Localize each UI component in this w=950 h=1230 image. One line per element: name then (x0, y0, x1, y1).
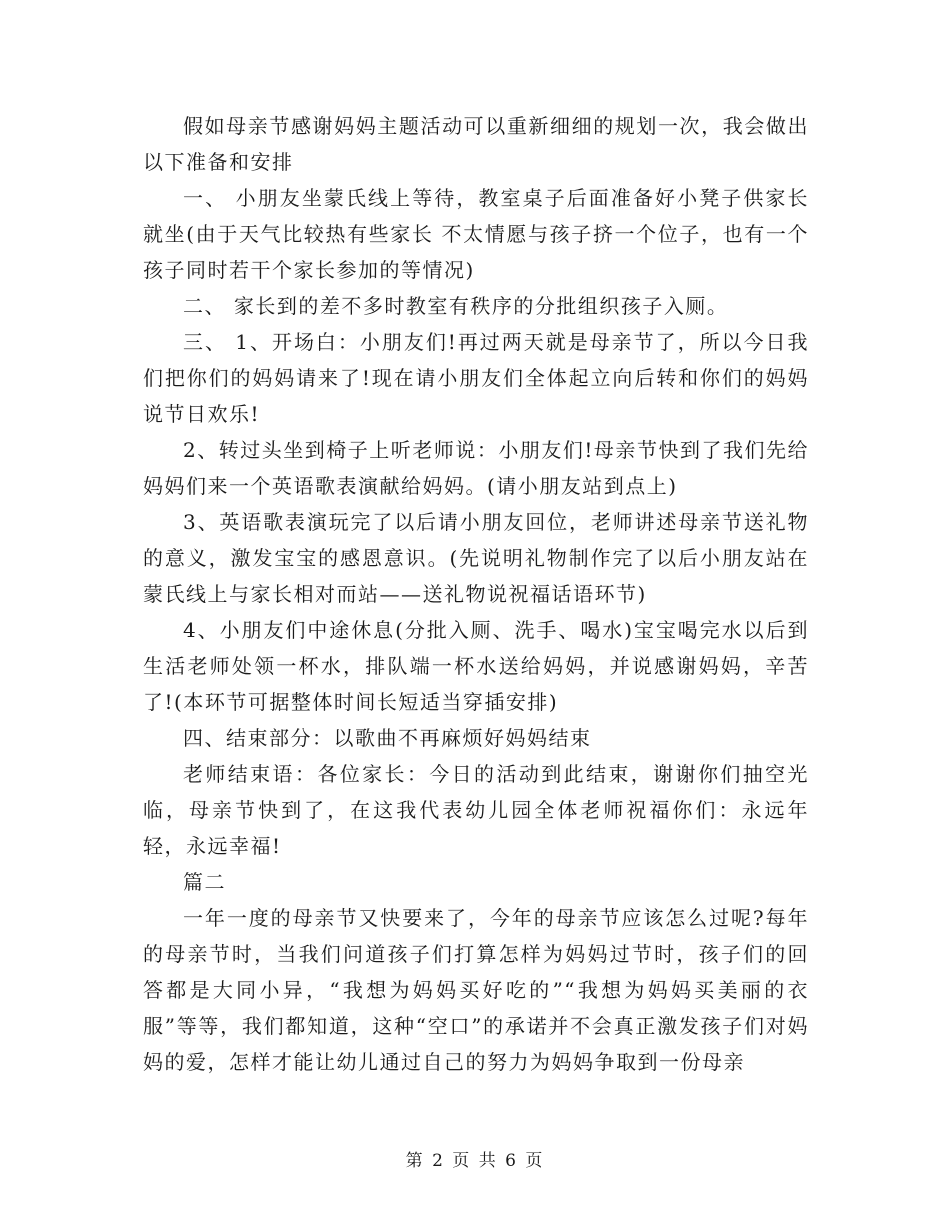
page-number: 第 2 页 共 6 页 (405, 1151, 545, 1171)
paragraph-step-1: 一、 小朋友坐蒙氏线上等待，教室桌子后面准备好小凳子供家长就坐(由于天气比较热有些家长 不太情愿与孩子挤一个位子，也有一个孩子同时若干个家长参加的等情况) (143, 186, 809, 282)
paragraph-step-4: 四、结束部分：以歌曲不再麻烦好妈妈结束 (183, 726, 592, 750)
paragraph-step-3-item-4: 4、小朋友们中途休息(分批入厕、洗手、喝水)宝宝喝完水以后到生活老师处领一杯水，排队端一杯水送给妈妈，并说感谢妈妈，辛苦了!(本环节可据整体时间长短适当穿插安排) (143, 618, 809, 714)
document-body (143, 108, 809, 1080)
section-heading: 篇二 (183, 870, 226, 894)
paragraph-step-3-item-3: 3、英语歌表演玩完了以后请小朋友回位，老师讲述母亲节送礼物的意义，激发宝宝的感恩意识。(先说明礼物制作完了以后小朋友站在蒙氏线上与家长相对而站——送礼物说祝福话语环节) (143, 510, 809, 606)
paragraph-intro: 假如母亲节感谢妈妈主题活动可以重新细细的规划一次，我会做出以下准备和安排 (143, 114, 809, 174)
paragraph-step-2: 二、 家长到的差不多时教室有秩序的分批组织孩子入厕。 (183, 294, 729, 318)
paragraph-closing-remarks: 老师结束语：各位家长：今日的活动到此结束，谢谢你们抽空光临，母亲节快到了，在这我代表幼儿园全体老师祝福你们：永远年轻，永远幸福! (143, 762, 809, 858)
paragraph-part-two-intro: 一年一度的母亲节又快要来了，今年的母亲节应该怎么过呢?每年的母亲节时，当我们问道孩子们打算怎样为妈妈过节时，孩子们的回答都是大同小异，“我想为妈妈买好吃的”“我想为妈妈买美丽的衣服”等等，我们都知道，这种“空口”的承诺并不会真正激发孩子们对妈妈的爱，怎样才能让幼儿通过自己的努力为妈妈争取到一份母亲 (143, 906, 809, 1074)
paragraph-step-3-opening: 三、 1、开场白：小朋友们!再过两天就是母亲节了，所以今日我们把你们的妈妈请来了!现在请小朋友们全体起立向后转和你们的妈妈说节日欢乐! (143, 330, 809, 426)
paragraph-step-3-item-2: 2、转过头坐到椅子上听老师说：小朋友们!母亲节快到了我们先给妈妈们来一个英语歌表演献给妈妈。(请小朋友站到点上) (143, 438, 809, 498)
